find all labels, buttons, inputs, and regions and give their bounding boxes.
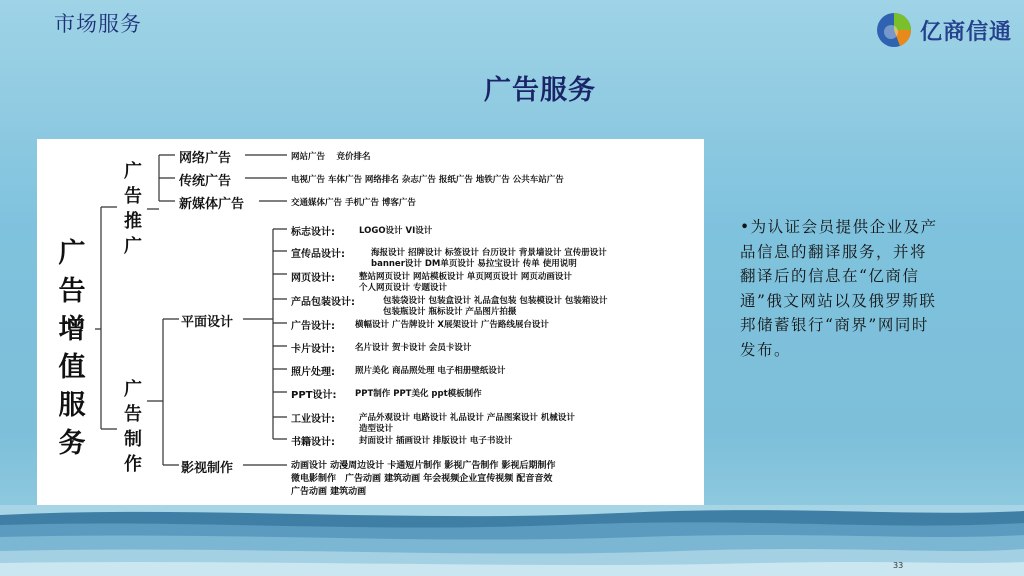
sub-photo-processing-detail: 照片美化 商品照处理 电子相册壁纸设计 <box>355 366 506 376</box>
sub-ppt-design: PPT设计: <box>291 390 337 401</box>
item-traditional-ads: 传统广告 <box>179 174 232 189</box>
sub-photo-processing: 照片处理: <box>291 367 335 378</box>
sub-logo-design-detail: LOGO设计 VI设计 <box>359 226 433 236</box>
sub-card-design-detail: 名片设计 贺卡设计 会员卡设计 <box>355 343 472 353</box>
item-video-production-detail-3: 广告动画 建筑动画 <box>291 487 367 497</box>
item-video-production: 影视制作 <box>181 461 234 476</box>
sub-ad-design-detail: 横幅设计 广告牌设计 X展架设计 广告路线展台设计 <box>355 320 549 330</box>
page-number: 33 <box>893 561 904 570</box>
sub-card-design: 卡片设计: <box>291 344 335 355</box>
sub-book-design: 书籍设计: <box>291 437 335 448</box>
sub-web-design-detail-2: 个人网页设计 专题设计 <box>359 283 447 293</box>
branch-ad-production: 广告制作 <box>124 379 142 475</box>
logo-text: 亿商信通 <box>920 19 1013 45</box>
root-label: 广告增值服务 <box>58 238 86 459</box>
item-new-media-ads: 新媒体广告 <box>179 197 245 212</box>
sub-book-design-detail: 封面设计 插画设计 排版设计 电子书设计 <box>359 436 513 446</box>
sea-wave-decoration <box>0 505 1024 576</box>
logo-icon <box>876 12 912 48</box>
section-title: 市场服务 <box>54 12 142 36</box>
item-online-ads: 网络广告 <box>179 151 232 166</box>
sub-packaging-design-detail-1: 包装袋设计 包装盒设计 礼品盒包装 包装模设计 包装箱设计 <box>383 296 608 306</box>
sub-industrial-design: 工业设计: <box>291 414 335 425</box>
item-video-production-detail-1: 动画设计 动漫周边设计 卡通短片制作 影视广告制作 影视后期制作 <box>291 461 556 471</box>
branch-ad-promotion: 广告推广 <box>124 161 142 257</box>
item-video-production-detail-2: 微电影制作 广告动画 建筑动画 年会视频企业宣传视频 配音音效 <box>291 474 553 484</box>
sub-packaging-design-detail-2: 包装瓶设计 瓶标设计 产品图片拍摄 <box>383 307 517 317</box>
sub-ppt-design-detail: PPT制作 PPT美化 ppt模板制作 <box>355 389 482 399</box>
sub-web-design: 网页设计: <box>291 273 335 284</box>
item-traditional-ads-detail: 电视广告 车体广告 网络排名 杂志广告 报纸广告 地铁广告 公共车站广告 <box>291 175 564 185</box>
item-online-ads-detail: 网站广告 竞价排名 <box>291 152 371 162</box>
logo <box>876 12 1012 48</box>
sub-promo-design: 宣传品设计: <box>291 249 345 260</box>
service-description: •为认证会员提供企业及产品信息的翻译服务，并将翻译后的信息在“亿商信通”俄文网站以及俄罗斯联邦储蓄银行“商界”网同时发布。 <box>740 218 938 359</box>
sub-logo-design: 标志设计: <box>291 227 335 238</box>
item-graphic-design: 平面设计 <box>181 315 234 330</box>
sub-industrial-design-detail-2: 造型设计 <box>359 424 394 434</box>
page-heading: 广告服务 <box>484 75 596 106</box>
sub-packaging-design: 产品包装设计: <box>291 297 355 308</box>
sub-web-design-detail-1: 整站网页设计 网站模板设计 单页网页设计 网页动画设计 <box>359 272 572 282</box>
sub-industrial-design-detail-1: 产品外观设计 电路设计 礼品设计 产品图案设计 机械设计 <box>359 413 575 423</box>
sub-promo-design-detail-2: banner设计 DM单页设计 易拉宝设计 传单 使用说明 <box>371 259 577 269</box>
sub-ad-design: 广告设计: <box>291 321 335 332</box>
item-new-media-ads-detail: 交通媒体广告 手机广告 博客广告 <box>291 198 416 208</box>
sub-promo-design-detail-1: 海报设计 招牌设计 标签设计 台历设计 背景墙设计 宣传册设计 <box>371 248 607 258</box>
service-tree-diagram <box>37 139 704 507</box>
